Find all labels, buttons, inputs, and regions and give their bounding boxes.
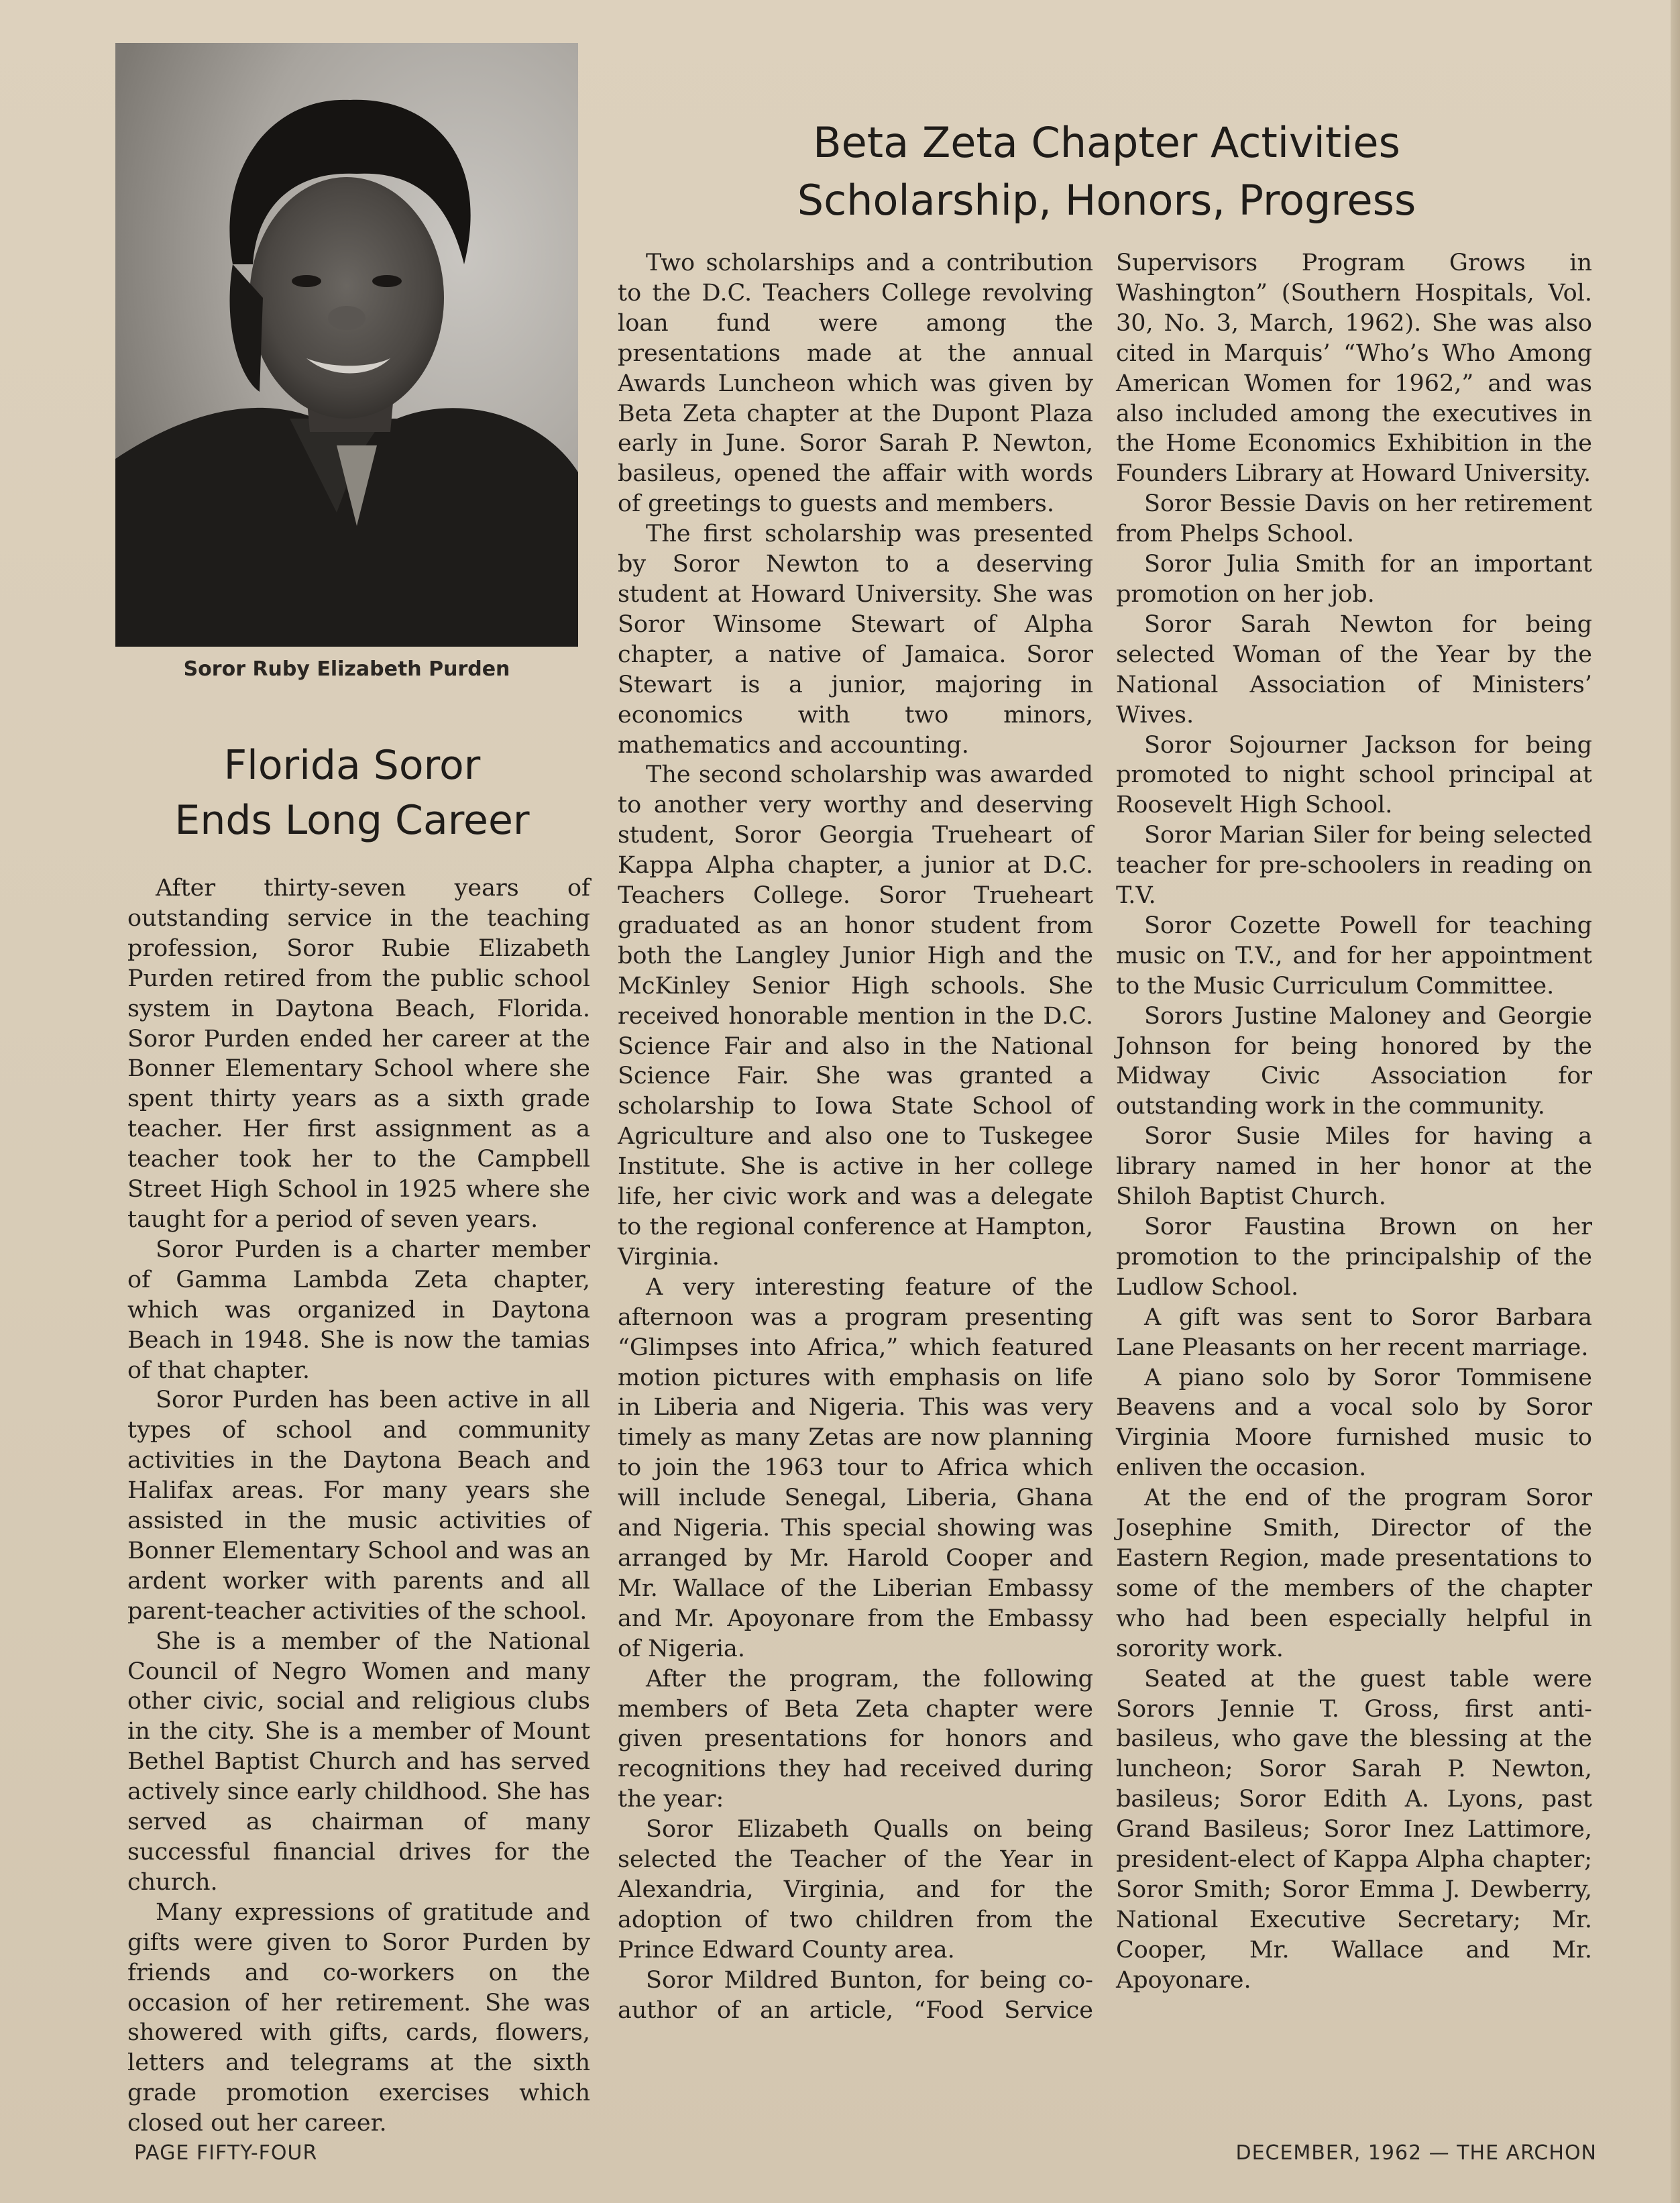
issue-date-footer: DECEMBER, 1962 — THE ARCHON [1235,2141,1597,2165]
page-edge [1671,0,1680,2203]
photo-caption: Soror Ruby Elizabeth Purden [183,657,510,681]
paragraph: Many expressions of gratitude and gifts were given to Soror Purden by friends and co-workers on the occasion of her retirement. She was showered with gifts, cards, flowers, letters and telegrams at the sixth grade promotion exercises which closed out her career. [127,1898,590,2137]
paragraph: Soror Susie Miles for having a library named in her honor at the Shiloh Baptist Church. [1116,1123,1592,1211]
left-article-headline [80,738,624,848]
paragraph: Soror Purden has been active in all types of school and community activities in the Daytona Beach and Halifax areas. For many years she assisted in the music activities of Bonner Elementary School and was an ardent worker with parents and all parent-teacher activities of the school. [127,1387,590,1625]
paragraph: After the program, the following members of Beta Zeta chapter were given presentations for honors and recognitions they had received during the year: [618,1665,1093,1813]
paragraph: Soror Faustina Brown on her promotion to the principalship of the Ludlow School. [1116,1214,1592,1301]
right-article-column-b [1116,248,1592,1996]
paragraph: Soror Bessie Davis on her retirement from Phelps School. [1116,490,1592,548]
paragraph: A very interesting feature of the afternoon was a program presenting “Glimpses into Africa,” which featured motion pictures with emphasis on life in Liberia and Nigeria. This was very timely as many Zetas are now planning to join the 1963 tour to Africa which will include Senegal, Liberia, Ghana and Nigeria. This special showing was arranged by Mr. Harold Cooper and Mr. Wallace of the Liberian Embassy and Mr. Apoyonare from the Embassy of Nigeria. [618,1273,1093,1662]
right-article-headline [671,114,1543,229]
left-article-body [127,873,590,2139]
right-article-column-a [618,248,1093,2025]
page-number: PAGE FIFTY-FOUR [134,2141,318,2165]
paragraph: Seated at the guest table were Sorors Jennie T. Gross, first anti-basileus, who gave the blessing at the luncheon; Soror Sarah P. Newton, basileus; Soror Edith A. Lyons, past Grand Basileus; Soror Inez Lattimore, president-elect of Kappa Alpha chapter; Soror Smith; Soror Emma J. Dewberry, National Executive Secretary; Mr. Cooper, Mr. Wallace and Mr. Apoyonare. [1116,1665,1592,1994]
paragraph: Soror Elizabeth Qualls on being selected the Teacher of the Year in Alexandria, Virginia, and for the adoption of two children from the Prince Edward County area. [618,1816,1093,1964]
paragraph: Soror Sarah Newton for being selected Woman of the Year by the National Association of Ministers’ Wives. [1116,610,1592,729]
paragraph: Soror Cozette Powell for teaching music on T.V., and for her appointment to the Music Curriculum Committee. [1116,912,1592,1000]
paragraph: Two scholarships and a contribution to the D.C. Teachers College revolving loan fund were among the presentations made at the annual Awards Luncheon which was given by Beta Zeta chapter at the Dupont Plaza early in June. Soror Sarah P. Newton, basileus, opened the affair with words of greetings to guests and members. [618,250,1093,518]
paragraph: After thirty-seven years of outstanding service in the teaching profession, Soror Rubie Elizabeth Purden retired from the public school system in Daytona Beach, Florida. Soror Purden ended her career at the Bonner Elementary School where she spent thirty years as a sixth grade teacher. Her first assignment as a teacher took her to the Campbell Street High School in 1925 where she taught for a period of seven years. [127,875,590,1233]
right-headline-line-1: Beta Zeta Chapter Activities [813,118,1400,167]
left-headline-line-1: Florida Soror [223,742,481,789]
paragraph: Soror Marian Siler for being selected teacher for pre-schoolers in reading on T.V. [1116,822,1592,910]
paragraph: Soror Purden is a charter member of Gamma Lambda Zeta chapter, which was organized in Daytona Beach in 1948. She is now the tamias of that chapter. [127,1236,590,1384]
paragraph: At the end of the program Soror Josephine Smith, Director of the Eastern Region, made presentations to some of the members of the chapter who had been especially helpful in sorority work. [1116,1485,1592,1662]
paragraph: Supervisors Program Grows in Washington” (Southern Hospitals, Vol. 30, No. 3, March, 1962). She was also cited in Marquis’ “Who’s Who Among American Women for 1962,” and was also included among the executives in the Home Economics Exhibition in the Founders Library at Howard University. [1116,250,1592,488]
right-headline-line-2: Scholarship, Honors, Progress [797,176,1416,225]
paragraph: A gift was sent to Soror Barbara Lane Pleasants on her recent marriage. [1116,1303,1592,1361]
paragraph: Soror Sojourner Jackson for being promoted to night school principal at Roosevelt High School. [1116,731,1592,819]
paragraph: The first scholarship was presented by Soror Newton to a deserving student at Howard University. She was Soror Winsome Stewart of Alpha chapter, a native of Jamaica. Soror Stewart is a junior, majoring in economics with two minors, mathematics and accounting. [618,521,1093,759]
paragraph: She is a member of the National Council of Negro Women and many other civic, social and religious clubs in the city. She is a member of Mount Bethel Baptist Church and has served actively since early childhood. She has served as chairman of many successful financial drives for the church. [127,1627,590,1896]
paragraph: Soror Julia Smith for an important promotion on her job. [1116,551,1592,608]
paragraph: Soror Mildred Bunton, for being co-author of an article, “Food Service [618,1966,1093,2024]
paragraph: A piano solo by Soror Tommisene Beavens and a vocal solo by Soror Virginia Moore furnished music to enliven the occasion. [1116,1364,1592,1482]
portrait-photo [115,43,578,647]
portrait-image [115,43,578,647]
paragraph: Sorors Justine Maloney and Georgie Johnson for being honored by the Midway Civic Association for outstanding work in the community. [1116,1002,1592,1120]
paragraph: The second scholarship was awarded to another very worthy and deserving student, Soror Georgia Trueheart of Kappa Alpha chapter, a junior at D.C. Teachers College. Soror Trueheart graduated as an honor student from both the Langley Junior High and the McKinley Senior High schools. She received honorable mention in the D.C. Science Fair and also in the National Science Fair. She was granted a scholarship to Iowa State School of Agriculture and also one to Tuskegee Institute. She is active in her college life, her civic work and was a delegate to the regional conference at Hampton, Virginia. [618,761,1093,1271]
left-headline-line-2: Ends Long Career [174,797,530,844]
